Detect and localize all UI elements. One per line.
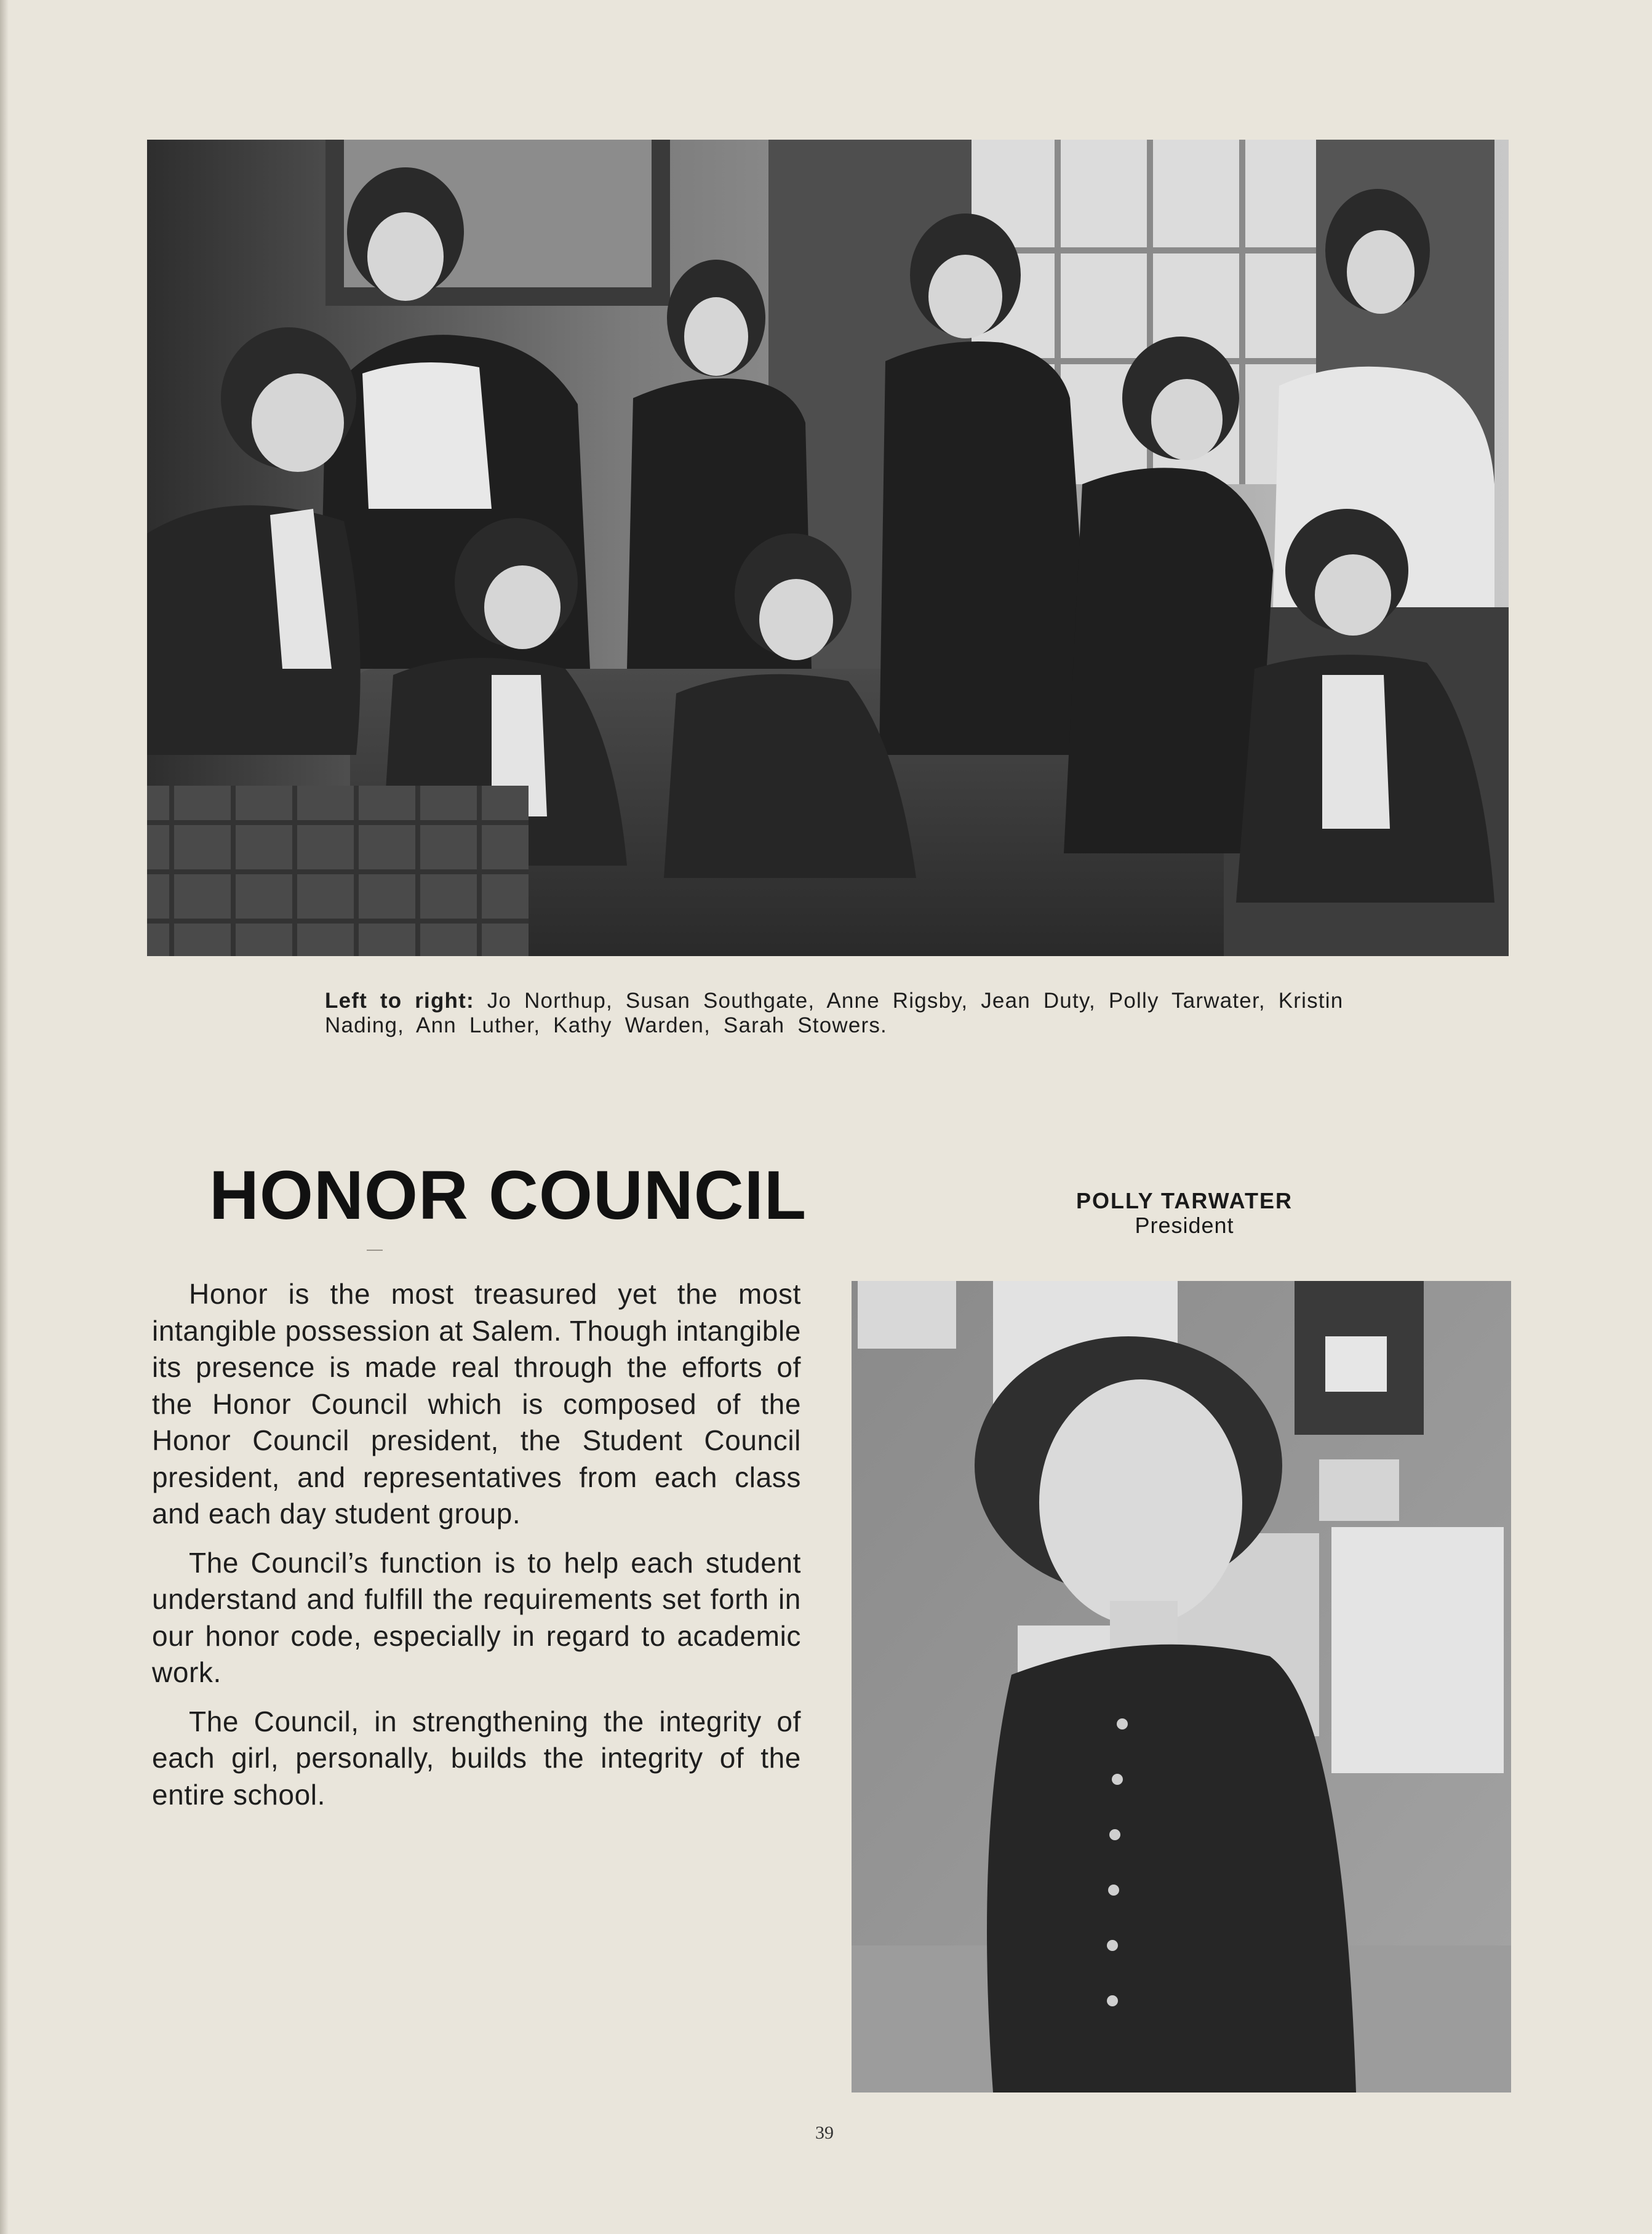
group-photo [147,140,1509,956]
page-title: HONOR COUNCIL [209,1157,807,1234]
article-body [152,1276,801,1825]
officer-label [1015,1189,1354,1238]
officer-name: POLLY TARWATER [1075,1188,1293,1213]
photo-caption [325,989,1408,1038]
caption-names: Jo Northup, Susan Southgate, Anne Rigsby, Jean Duty, Polly Tarwater, Kristin Nading, Ann Luther, Kathy Warden, Sarah Stowers. [325,989,1344,1037]
page-number: 39 [815,2123,834,2143]
body-paragraph: The Council, in strengthening the integrity of each girl, personally, builds the integrity of the entire school. [152,1705,801,1811]
caption-lead: Left to right: [325,989,474,1013]
portrait-photo [852,1281,1511,2092]
group-photo-image [147,140,1509,956]
page-binding-edge [0,0,9,2234]
body-paragraph: Honor is the most treasured yet the most intangible possession at Salem. Though intangible its presence is made real through the efforts of the Honor Council which is composed of the Honor Council president, the Student Council president, and representatives from each class and each day student group. [152,1278,801,1530]
portrait-photo-image [852,1281,1511,2092]
title-divider [367,1250,383,1251]
body-paragraph: The Council’s function is to help each student understand and fulfill the requirements set forth in our honor code, especially in regard to academic work. [152,1546,801,1688]
officer-role: President [1135,1213,1234,1238]
